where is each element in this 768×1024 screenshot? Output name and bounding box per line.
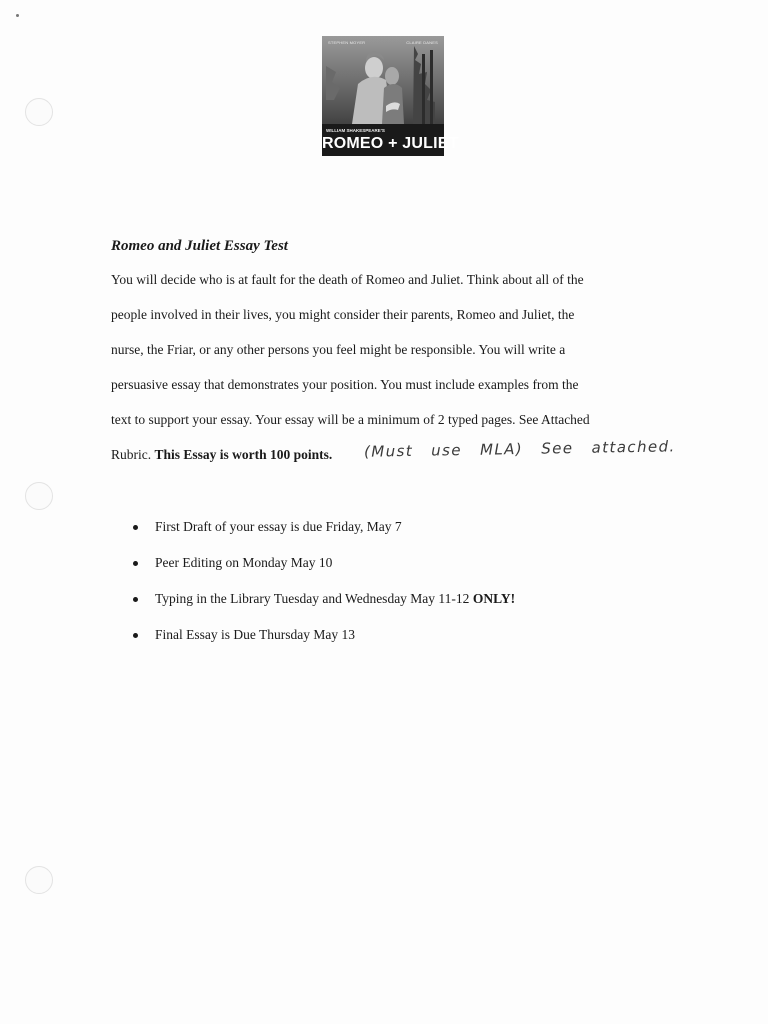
points-statement: This Essay is worth 100 points. bbox=[154, 447, 333, 462]
hole-punch-mark bbox=[25, 98, 53, 126]
document-title: Romeo and Juliet Essay Test bbox=[111, 238, 288, 254]
list-item bbox=[130, 552, 515, 588]
list-item-text: Typing in the Library Tuesday and Wednesday May 11-12 bbox=[155, 591, 473, 606]
essay-instructions bbox=[111, 236, 691, 479]
paragraph-line: persuasive essay that demonstrates your position. You must include examples from the bbox=[111, 377, 579, 392]
hole-punch-mark bbox=[25, 866, 53, 894]
poster-title: ROMEO + JULIET bbox=[322, 135, 459, 152]
paragraph-line: people involved in their lives, you might consider their parents, Romeo and Juliet, the bbox=[111, 307, 575, 322]
list-item-emphasis: ONLY! bbox=[472, 591, 516, 606]
list-item bbox=[130, 624, 515, 660]
bullet-icon bbox=[133, 633, 138, 638]
paragraph-line: nurse, the Friar, or any other persons you feel might be responsible. You will write a bbox=[111, 342, 566, 357]
schedule-list bbox=[130, 516, 515, 660]
list-item-text: Peer Editing on Monday May 10 bbox=[155, 555, 333, 570]
scan-speck bbox=[16, 14, 19, 17]
bullet-icon bbox=[133, 525, 138, 530]
rubric-text: Rubric. bbox=[111, 447, 152, 462]
list-item bbox=[130, 516, 515, 552]
bullet-icon bbox=[133, 561, 138, 566]
handwritten-note: (Must use MLA) See attached. bbox=[363, 437, 676, 461]
list-item-text: Final Essay is Due Thursday May 13 bbox=[155, 627, 355, 642]
poster-credit-right: CLAIRE DANES bbox=[406, 40, 438, 45]
bullet-icon bbox=[133, 597, 138, 602]
hole-punch-mark bbox=[25, 482, 53, 510]
poster-subtitle: WILLIAM SHAKESPEARE'S bbox=[326, 128, 385, 133]
poster-credit-left: STEPHEN MOYER bbox=[328, 40, 366, 45]
list-item-text: First Draft of your essay is due Friday, May 7 bbox=[155, 519, 402, 534]
poster-credits bbox=[328, 40, 438, 45]
paragraph-line: You will decide who is at fault for the death of Romeo and Juliet. Think about all of the bbox=[111, 272, 584, 287]
list-item bbox=[130, 588, 515, 624]
romeo-juliet-poster-image bbox=[322, 36, 459, 156]
instructions-paragraph bbox=[111, 269, 691, 479]
paragraph-line: text to support your essay. Your essay will be a minimum of 2 typed pages. See Attached bbox=[111, 412, 590, 427]
paragraph-last-line bbox=[111, 437, 691, 479]
